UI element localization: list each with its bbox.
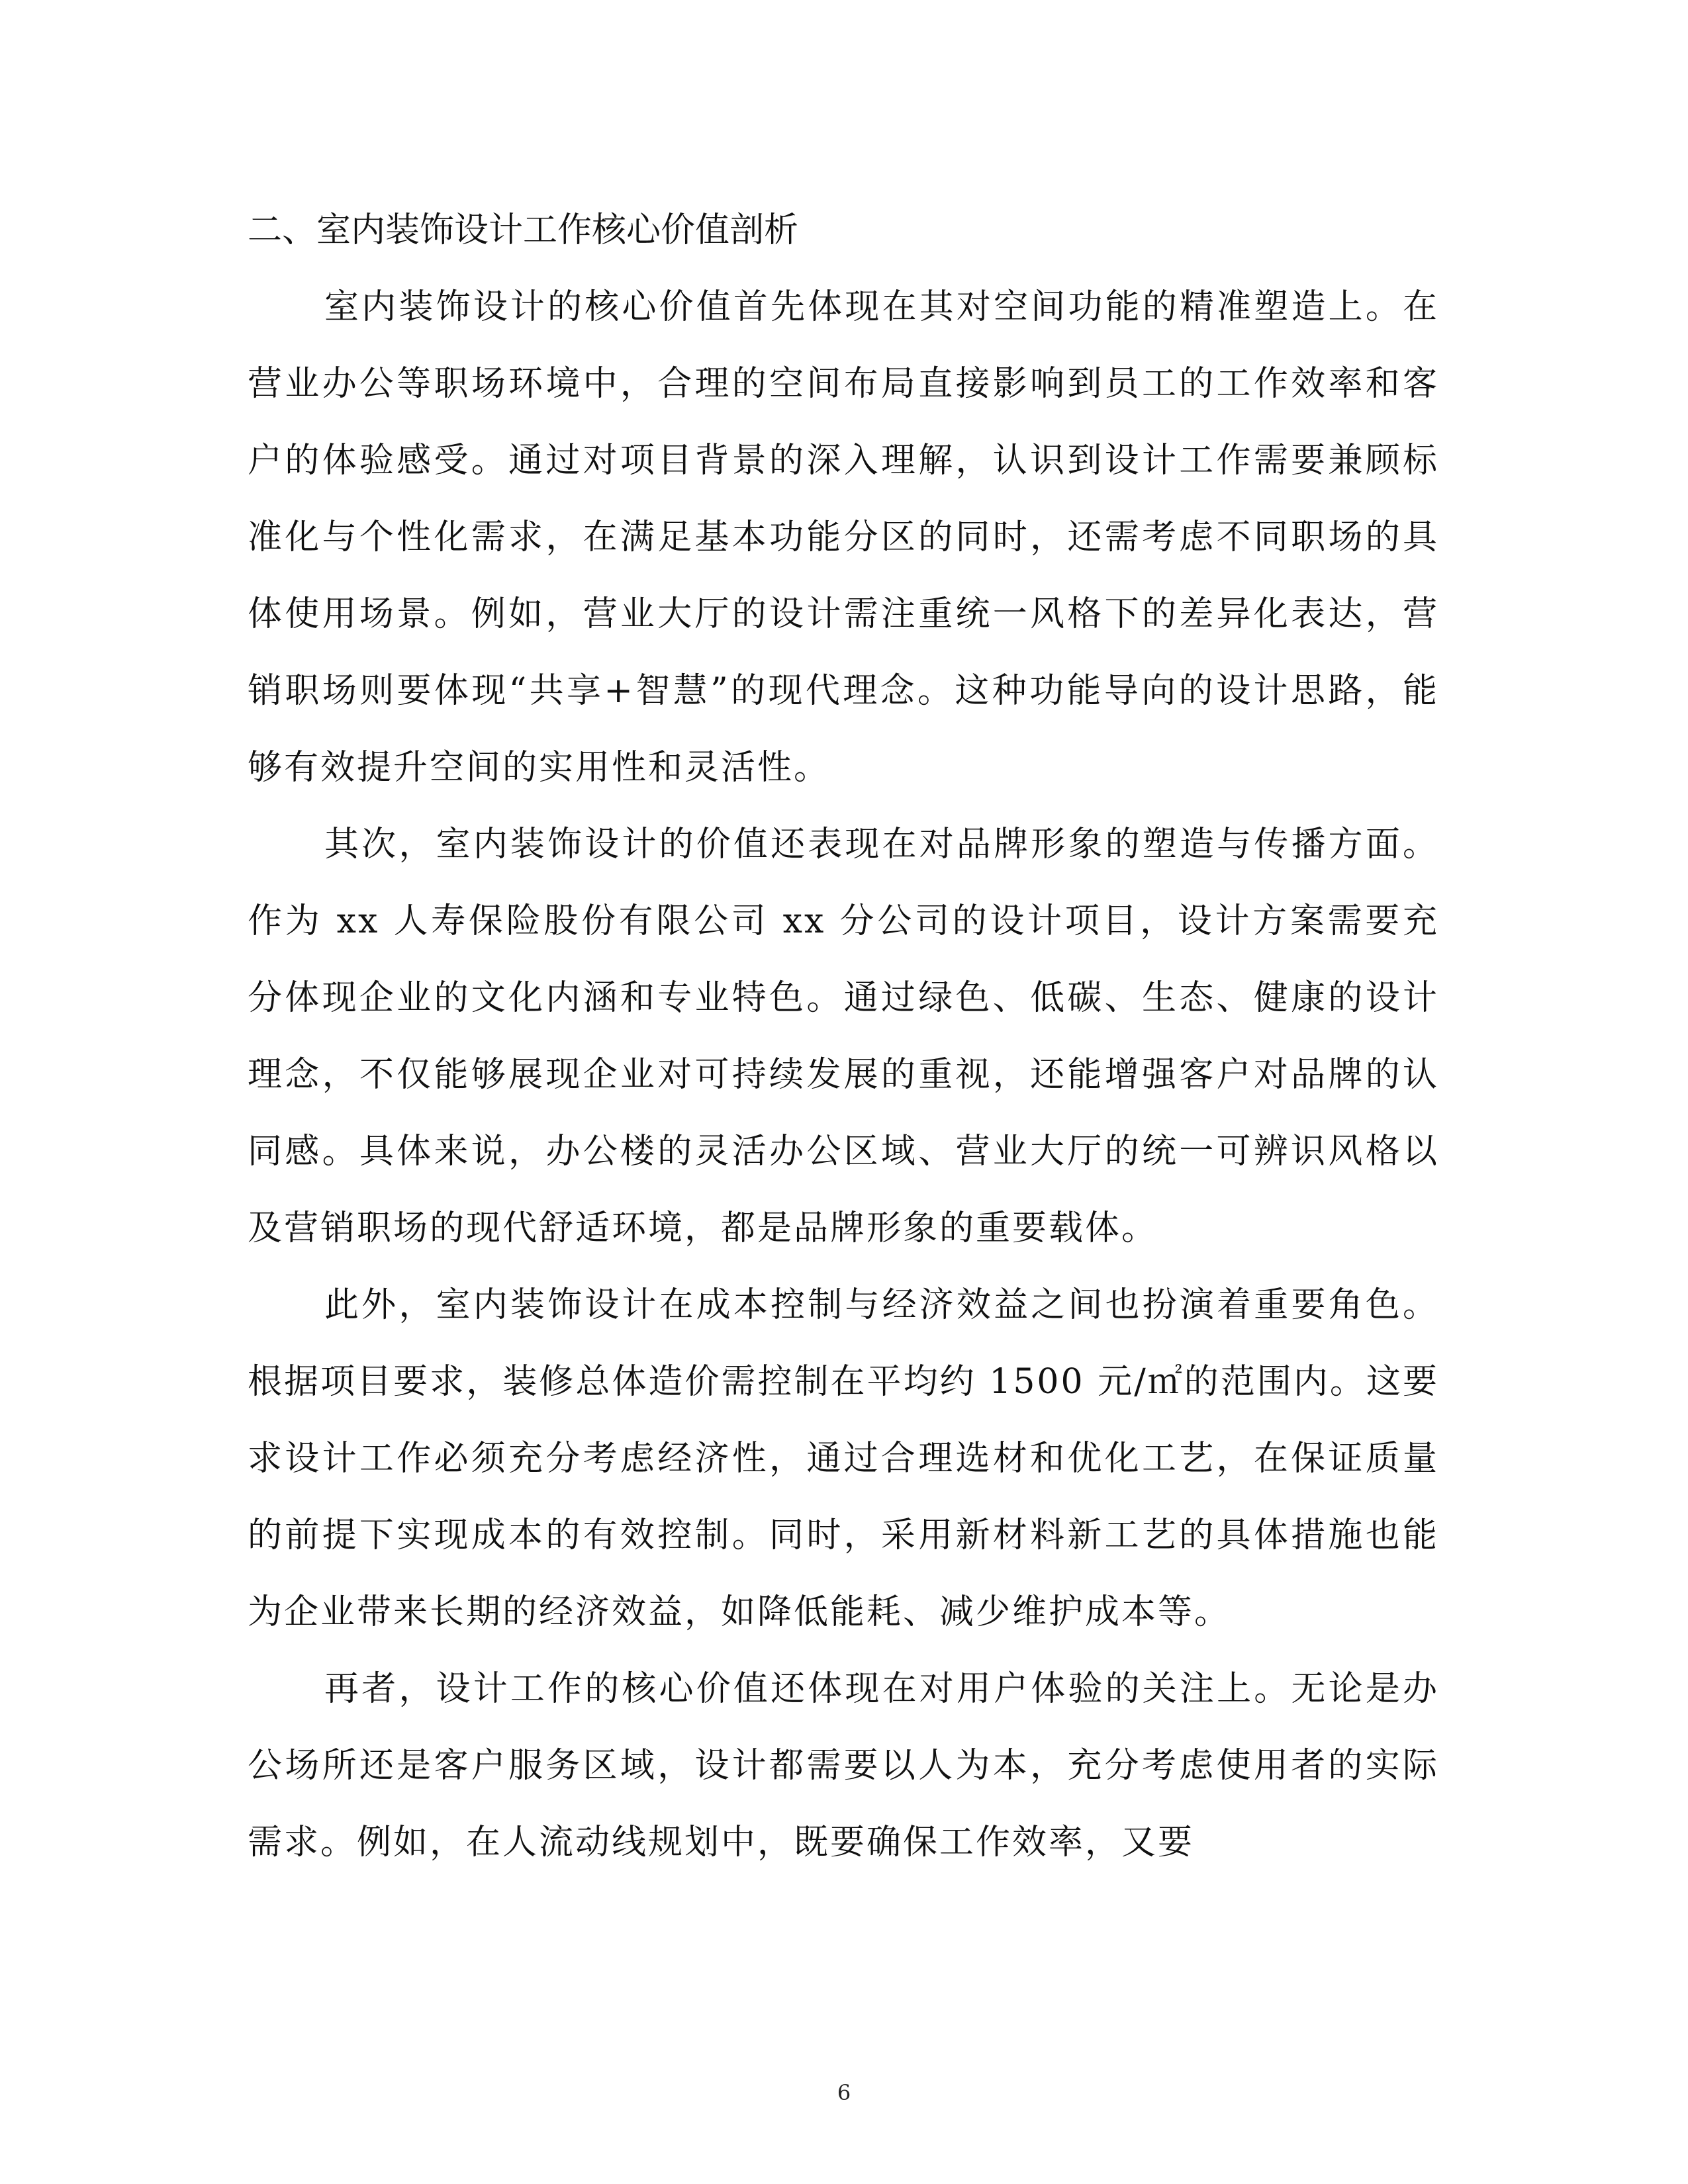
paragraph-3: 此外，室内装饰设计在成本控制与经济效益之间也扮演着重要角色。根据项目要求，装修总体造价需控制在平均约 1500 元/㎡的范围内。这要求设计工作必须充分考虑经济性，通过合理选材和优化工艺，在保证质量的前提下实现成本的有效控制。同时，采用新材料新工艺的具体措施也能为企业带来长期的经济效益，如降低能耗、减少维护成本等。 bbox=[248, 1285, 1439, 1632]
section-heading: 二、室内装饰设计工作核心价值剖析 bbox=[248, 210, 799, 250]
page-content bbox=[248, 192, 1439, 1881]
page-number: 6 bbox=[837, 2080, 851, 2105]
paragraph-2: 其次，室内装饰设计的价值还表现在对品牌形象的塑造与传播方面。作为 xx 人寿保险股份有限公司 xx 分公司的设计项目，设计方案需要充分体现企业的文化内涵和专业特色。通过绿色、低碳、生态、健康的设计理念，不仅能够展现企业对可持续发展的重视，还能增强客户对品牌的认同感。具体来说，办公楼的灵活办公区域、营业大厅的统一可辨识风格以及营销职场的现代舒适环境，都是品牌形象的重要载体。 bbox=[248, 825, 1439, 1248]
paragraph-1: 室内装饰设计的核心价值首先体现在其对空间功能的精准塑造上。在营业办公等职场环境中，合理的空间布局直接影响到员工的工作效率和客户的体验感受。通过对项目背景的深入理解，认识到设计工作需要兼顾标准化与个性化需求，在满足基本功能分区的同时，还需考虑不同职场的具体使用场景。例如，营业大厅的设计需注重统一风格下的差异化表达，营销职场则要体现“共享+智慧”的现代理念。这种功能导向的设计思路，能够有效提升空间的实用性和灵活性。 bbox=[248, 287, 1439, 788]
paragraph-4: 再者，设计工作的核心价值还体现在对用户体验的关注上。无论是办公场所还是客户服务区域，设计都需要以人为本，充分考虑使用者的实际需求。例如，在人流动线规划中，既要确保工作效率，又要 bbox=[248, 1669, 1439, 1862]
